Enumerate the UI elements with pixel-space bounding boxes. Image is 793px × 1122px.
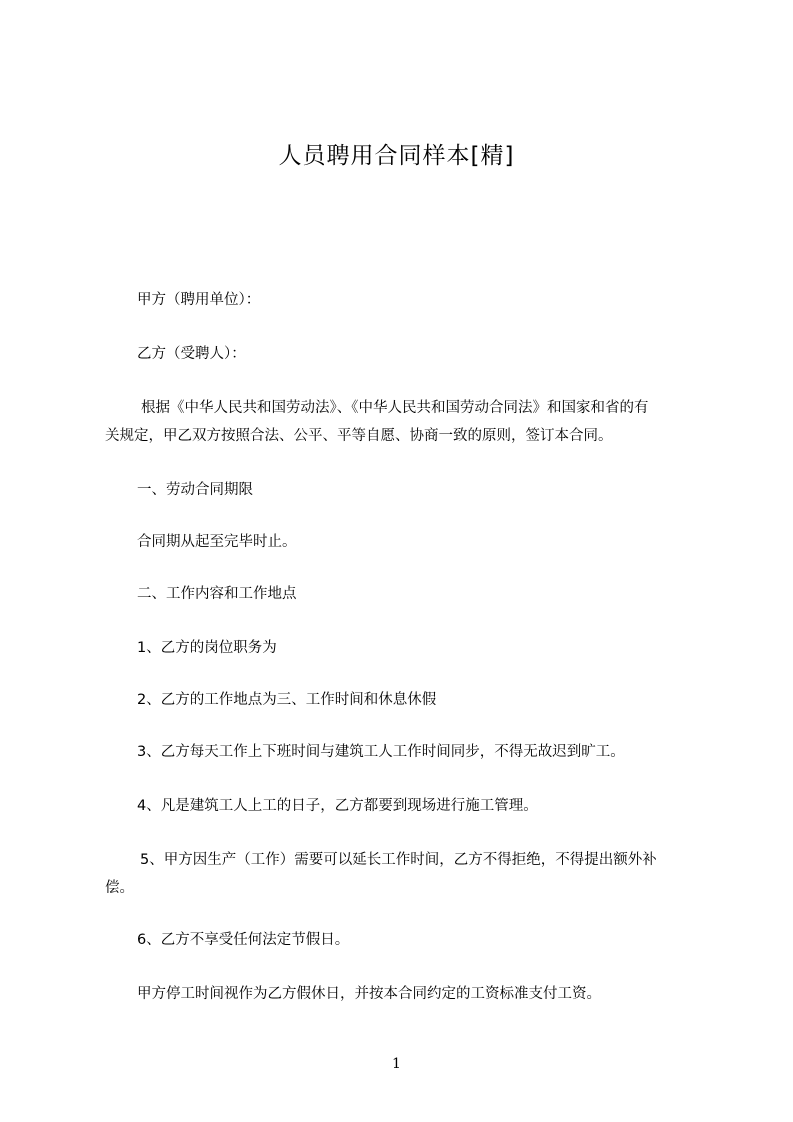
section-2-heading: 二、工作内容和工作地点: [137, 586, 297, 602]
list-item-2: 2、乙方的工作地点为三、工作时间和休息休假: [137, 692, 437, 708]
list-item-4: 4、凡是建筑工人上工的日子，乙方都要到现场进行施工管理。: [137, 798, 538, 814]
preamble-line-2: 关规定，甲乙双方按照合法、公平、平等自愿、协商一致的原则，签订本合同。: [105, 428, 613, 444]
party-b-line: 乙方（受聘人）：: [137, 346, 246, 362]
list-item-6: 6、乙方不享受任何法定节假日。: [137, 932, 350, 948]
list-item-5-line-2: 偿。: [105, 880, 134, 896]
party-a-line: 甲方（聘用单位）：: [137, 292, 261, 308]
section-1-text: 合同期从起至完毕时止。: [137, 534, 297, 550]
page-number: 1: [392, 1056, 401, 1072]
list-item-1: 1、乙方的岗位职务为: [137, 640, 277, 656]
closing-paragraph: 甲方停工时间视作为乙方假休日，并按本合同约定的工资标准支付工资。: [137, 986, 601, 1002]
preamble-line-1: 根据《中华人民共和国劳动法》、《中华人民共和国劳动合同法》和国家和省的有: [141, 400, 649, 416]
list-item-5-line-1: 5、甲方因生产（工作）需要可以延长工作时间，乙方不得拒绝，不得提出额外补: [140, 852, 657, 868]
list-item-3: 3、乙方每天工作上下班时间与建筑工人工作时间同步，不得无故迟到旷工。: [137, 744, 625, 760]
document-title: 人员聘用合同样本[精]: [278, 143, 515, 169]
section-1-heading: 一、劳动合同期限: [137, 482, 253, 498]
